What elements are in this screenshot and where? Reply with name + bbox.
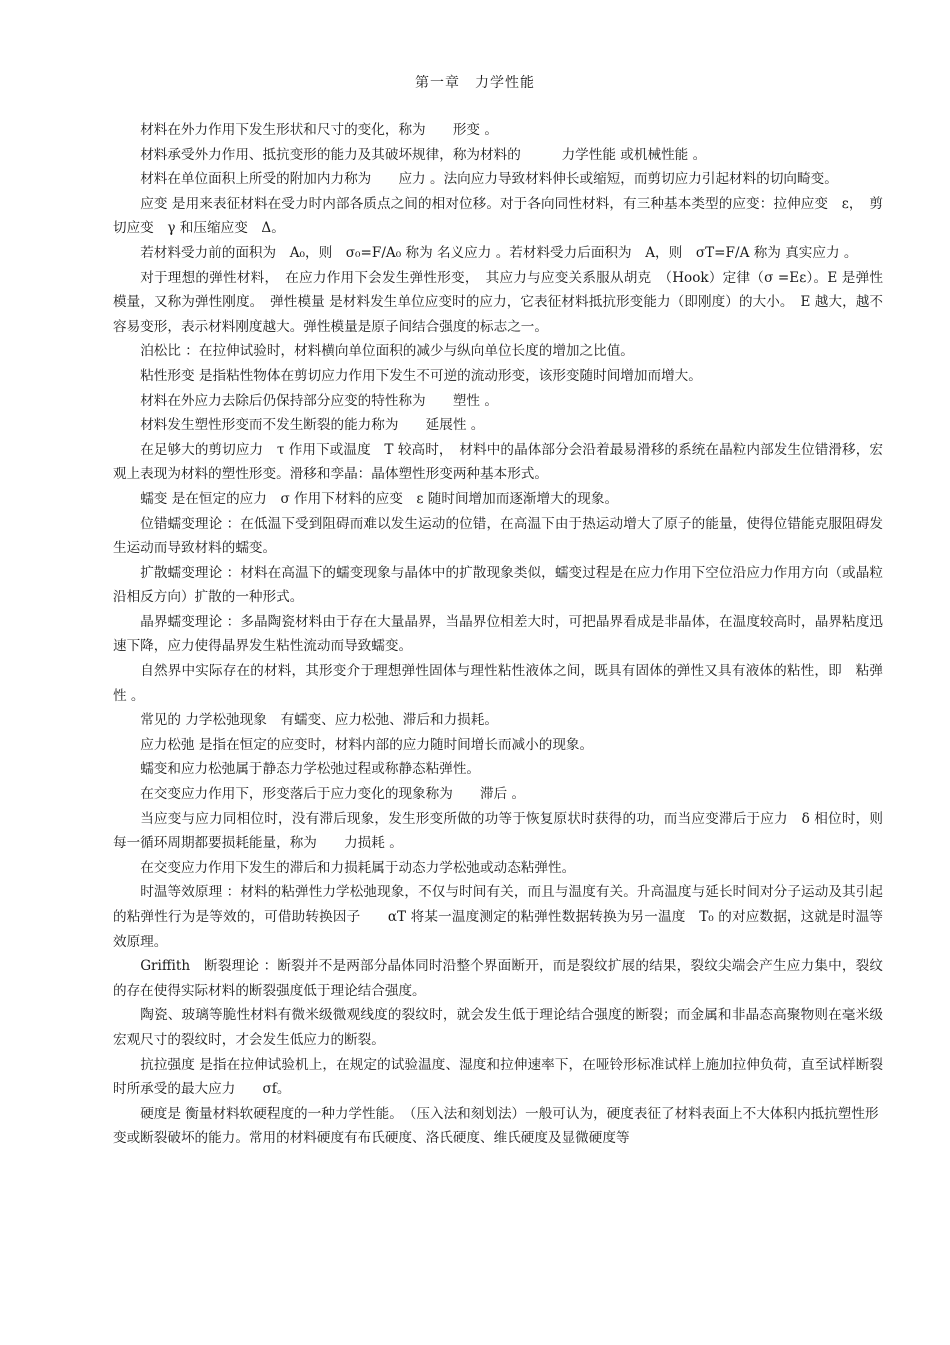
paragraph: Griffith 断裂理论 ：断裂并不是两部分晶体同时沿整个界面断开，而是裂纹扩展的结果，裂纹尖端会产生应力集中，裂纹的存在使得实际材料的断裂强度低于理论结合强度。 <box>113 958 883 999</box>
paragraph: 陶瓷、玻璃等脆性材料有微米级微观线度的裂纹时，就会发生低于理论结合强度的断裂；而金属和非晶态高聚物则在毫米级宏观尺寸的裂纹时，才会发生低应力的断裂。 <box>113 1007 883 1048</box>
paragraph: 材料在外应力去除后仍保持部分应变的特性称为 塑性 。 <box>140 392 498 409</box>
paragraph: 泊松比 ：在拉伸试验时，材料横向单位面积的减少与纵向单位长度的增加之比值。 <box>140 343 634 360</box>
paragraph: 当应变与应力同相位时，没有滞后现象，发生形变所做的功等于恢复原状时获得的功，而当应变滞后于应力 δ 相位时，则每一循环周期都要损耗能量，称为 力损耗 。 <box>113 810 883 852</box>
paragraph: 材料承受外力作用、抵抗变形的能力及其破坏规律，称为材料的 力学性能 或机械性能 。 <box>140 146 707 163</box>
paragraph: 蠕变和应力松弛属于静态力学松弛过程或称静态粘弹性。 <box>140 761 481 778</box>
paragraph: 若材料受力前的面积为 A₀，则 σ₀=F/A₀ 称为 名义应力 。若材料受力后面积为 A，则 σT=F/A 称为 真实应力 。 <box>140 244 858 261</box>
paragraph: 在交变应力作用下，形变落后于应力变化的现象称为 滞后 。 <box>140 786 526 803</box>
paragraph: 扩散蠕变理论 ：材料在高温下的蠕变现象与晶体中的扩散现象类似，蠕变过程是在应力作用下空位沿应力作用方向（或晶粒沿相反方向）扩散的一种形式。 <box>113 564 883 606</box>
paragraph: 材料在外力作用下发生形状和尺寸的变化，称为 形变 。 <box>140 122 498 138</box>
paragraph: 材料在单位面积上所受的附加内力称为 应力 。法向应力导致材料伸长或缩短，而剪切应力引起材料的切向畸变。 <box>140 171 838 188</box>
paragraph: 应变 是用来表征材料在受力时内部各质点之间的相对位移。对于各向同性材料，有三种基本类型的应变：拉伸应变 ε， 剪切应变 γ 和压缩应变 Δ。 <box>113 195 883 237</box>
paragraph: 晶界蠕变理论 ：多晶陶瓷材料由于存在大量晶界，当晶界位相差大时，可把晶界看成是非晶体，在温度较高时，晶界粘度迅速下降，应力使得晶界发生粘性流动而导致蠕变。 <box>113 613 883 655</box>
paragraph: 应力松弛 是指在恒定的应变时，材料内部的应力随时间增长而减小的现象。 <box>140 736 594 753</box>
paragraph: 抗拉强度 是指在拉伸试验机上，在规定的试验温度、湿度和拉伸速率下，在哑铃形标准试样上施加拉伸负荷，直至试样断裂时所承受的最大应力 σf。 <box>113 1056 883 1098</box>
paragraph: 在交变应力作用下发生的滞后和力损耗属于动态力学松弛或动态粘弹性。 <box>140 859 576 876</box>
chapter-title: 第一章 力学性能 <box>415 75 535 91</box>
paragraph: 位错蠕变理论 ：在低温下受到阻碍而难以发生运动的位错，在高温下由于热运动增大了原子的能量，使得位错能克服阻碍发生运动而导致材料的蠕变。 <box>113 515 883 557</box>
paragraph: 对于理想的弹性材料， 在应力作用下会发生弹性形变， 其应力与应变关系服从胡克 （Hook）定律（σ =Eε）。E 是弹性模量，又称为弹性刚度。 弹性模量 是材料发生单位应变时的应力，它表征材料抵抗形变能力（即刚度）的大小。 E 越大，越不容易变形，表示材料刚度越大。弹性模量是原子间结合强度的标志之一。 <box>113 269 883 335</box>
paragraph: 时温等效原理 ：材料的粘弹性力学松弛现象，不仅与时间有关，而且与温度有关。升高温度与延长时间对分子运动及其引起的粘弹性行为是等效的，可借助转换因子 αT 将某一温度测定的粘弹性数据转换为另一温度 T₀ 的对应数据，这就是时温等效原理。 <box>113 884 883 950</box>
paragraph: 自然界中实际存在的材料，其形变介于理想弹性固体与理性粘性液体之间，既具有固体的弹性又具有液体的粘性，即 粘弹性 。 <box>113 663 883 704</box>
document-body <box>113 118 883 1151</box>
paragraph: 蠕变 是在恒定的应力 σ 作用下材料的应变 ε 随时间增加而逐渐增大的现象。 <box>140 490 619 507</box>
paragraph: 在足够大的剪切应力 τ 作用下或温度 T 较高时， 材料中的晶体部分会沿着最易滑移的系统在晶粒内部发生位错滑移，宏观上表现为材料的塑性形变。滑移和孪晶：晶体塑性形变两种基本形式。 <box>113 441 883 483</box>
paragraph: 硬度是 衡量材料软硬程度的一种力学性能。 （压入法和刻划法）一般可认为，硬度表征了材料表面上不大体积内抵抗塑性形变或断裂破坏的能力。常用的材料硬度有布氏硬度、洛氏硬度、维氏硬度及显微硬度等 <box>113 1105 879 1147</box>
paragraph: 材料发生塑性形变而不发生断裂的能力称为 延展性 。 <box>140 417 485 434</box>
paragraph: 粘性形变 是指粘性物体在剪切应力作用下发生不可逆的流动形变，该形变随时间增加而增大。 <box>140 367 702 384</box>
paragraph: 常见的 力学松弛现象 有蠕变、应力松弛、滞后和力损耗。 <box>140 712 498 729</box>
